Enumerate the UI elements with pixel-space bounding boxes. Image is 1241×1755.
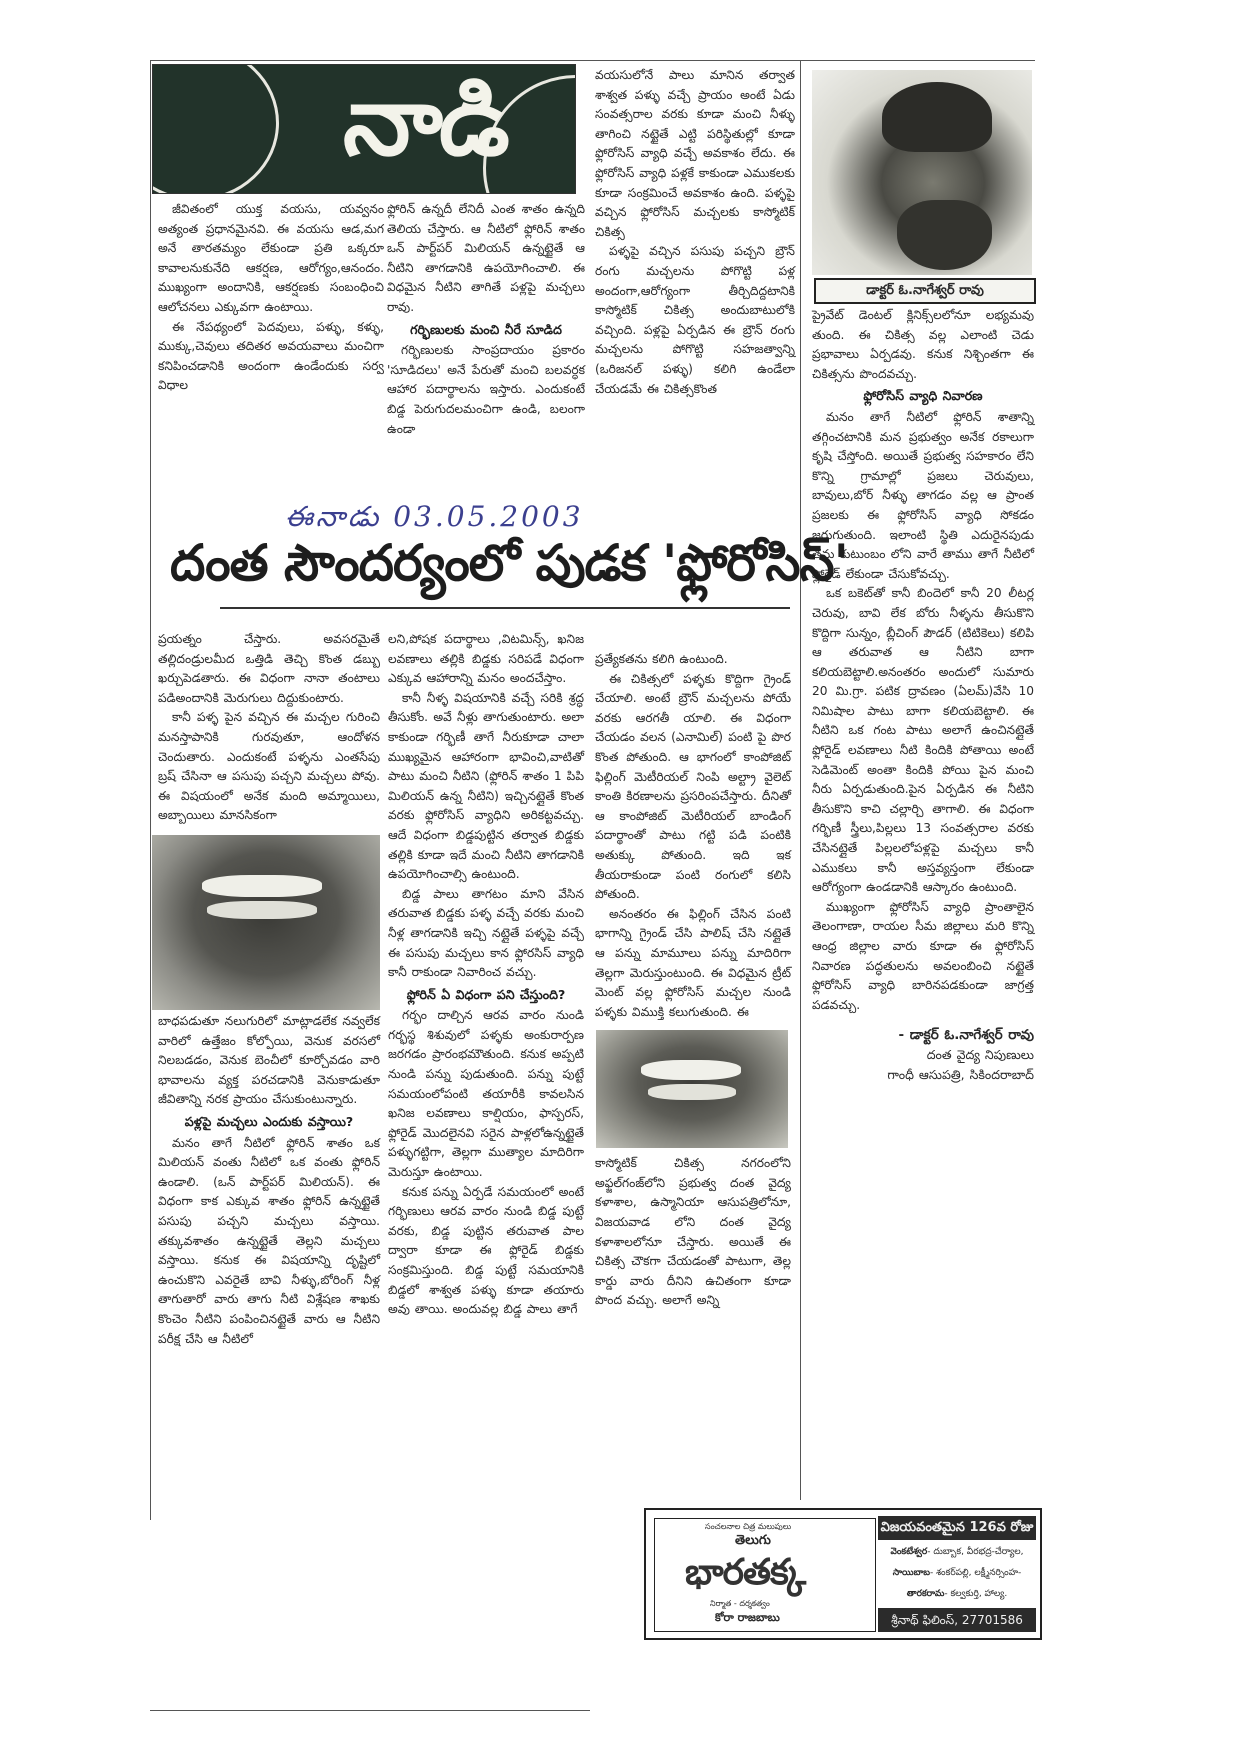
subheading: పళ్లపై మచ్చలు ఎందుకు వస్తాయి?	[184, 1113, 354, 1129]
paragraph: ఒక బకెట్‌తో కానీ బిందెలో కానీ 20 లీటర్ల చెరువు, బావి లేక బోరు నీళ్ళను తీసుకొని కొద్దిగా సున్నం, బ్లీచింగ్ పౌడర్ (టిటికెలు) కలిపి ఆ తరువాత ఆ నీటిని బాగా కలియబెట్టాలి.అనంతరం అందులో సుమారు 20 మి.గ్రా. పటిక ద్రావణం (ఏలమ్)వేసి 10 నిమిషాల పాటు బాగా కలియబెట్టాలి. ఈ నీటిని ఒక గంట పాటు అలాగే ఉంచినట్లైతే ఫ్లోరైడ్ లవణాలు నీటి కిందికి పోతాయి అంటే సెడిమెంట్ అంతా కిందికి పోయి పైన మంచి నీరు ఏర్పడుతుంది.పైన ఏర్పడిన ఈ నీటిని తీసుకొని కాచి చల్లార్చి తాగాలి. ఈ విధంగా గర్భిణీ స్త్రీలు,పిల్లలు 13 సంవత్సరాల వరకు చేసినట్లైతే పిల్లలలోపళ్లపై మచ్చలు కానీ ఎముకలు కానీ అస్తవ్యస్తంగా లేకుండా ఆరోగ్యంగా ఉండడానికి ఆస్కారం ఉంటుంది.	[812, 586, 1034, 895]
paragraph: ప్రైవేట్ డెంటల్ క్లినిక్స్‌లలోనూ లభ్యమవు తుంది. ఈ చికిత్స వల్ల ఎలాంటి చెడు ప్రభావాలు ఏర్పడవు. కనుక నిశ్చింతగా ఈ చికిత్సను పొందవచ్చు.	[812, 308, 1034, 381]
paragraph: ఈ చికిత్సలో పళ్ళకు కొద్దిగా గ్రైండ్ చేయాలి. అంటే బ్రౌన్ మచ్చలను పోయే వరకు ఆరగతీ యాలి. ఈ విధంగా చేయడం వలన (ఎనామిల్) పంటి పై పొర కొంత పోతుంది. ఆ భాగంలో కాంపోజిట్ ఫిల్లింగ్ మెటీరియల్ నింపి అల్ట్రా వైలెట్ కాంతి కిరణాలను ప్రసరింపచేస్తారు. దీనితో ఆ కాంపోజిట్ మెటీరియల్ బాండింగ్ పదార్థాంతో పాటు గట్టి పడి పంటికి అతుక్కు పోతుంది. ఇది ఇక తీయరాకుండా పంటి రంగులో కలిసి పోతుంది.	[595, 671, 791, 902]
paragraph: గర్భం దాల్చిన ఆరవ వారం నుండి గర్భస్థ శిశువులో పళ్ళకు అంకురార్పణ జరగడం ప్రారంభమౌతుంది. కనుక అప్పటి నుండి పన్ను పుడుతుంది. పన్ను పుట్టే సమయంలోపంటి తయారీకి కావలసిన ఖనిజ లవణాలు కాల్షియం, ఫాస్పరస్, ఫ్లోరైడ్ మొదలైనవి సరైన పాళ్లలోఉన్నట్టైతే పళ్ళుగట్టిగా, తెల్లగా ముత్యాల మాదిరిగా మెరుస్తూ ఉంటాయి.	[388, 1008, 584, 1180]
author-beard	[897, 200, 992, 270]
paragraph: జీవితంలో యుక్త వయసు, యవ్వనం అత్యంత ప్రధానమైనవి. ఈ వయసు ఆడ,మగ అనే తారతమ్యం లేకుండా ప్రతి ఒక్కరూ కావాలనుకునేది ఆకర్షణ, ఆరోగ్యం,ఆనందం. ముఖ్యంగా అందానికి, ఆకర్షణకు సంబంధించి ఆలోచనలు ఎక్కువగా ఉంటాయి.	[158, 202, 384, 314]
theatre-name: తారకరామ	[906, 1589, 945, 1599]
theatre-place: శంకర్‌పల్లి, లక్ష్మీనర్సింహ-	[936, 1568, 1022, 1578]
paragraph: కానీ పళ్ళ పైన వచ్చిన ఈ మచ్చల గురించి మనస్తాపానికి గురవుతూ, ఆందోళన చెందుతారు. ఎందుకంటే పళ్ళను ఎంతసేపు బ్రష్ చేసినా ఆ పసుపు పచ్చని మచ్చలు పోవు. ఈ విషయంలో అనేక మంది అమ్మాయిలు, అబ్బాయిలు మానసికంగా	[158, 710, 380, 823]
ad-movie-title: భారతక్క	[685, 1552, 806, 1593]
article-column-right	[812, 306, 1034, 1085]
ad-pre-title: తెలుగు	[735, 1533, 771, 1548]
author-hair	[882, 82, 992, 152]
teeth-row-upper	[202, 875, 322, 897]
article-headline: దంత సౌందర్యంలో పుడక 'ఫ్లోరోసిస్'	[170, 534, 848, 592]
paragraph: ప్రత్యేకతను కలిగి ఉంటుంది.	[595, 652, 728, 666]
article-column-top-2	[387, 200, 585, 439]
teeth-row-upper	[641, 1060, 741, 1080]
author-photo	[812, 70, 1032, 275]
article-column-top-1	[158, 200, 384, 396]
paragraph: మనం తాగే నీటిలో ఫ్లోరిన్ శాతం ఒక మిలియన్ వంతు నీటిలో ఒక వంతు ఫ్లోరిన్ ఉండాలి. (ఒన్ పార్ట్‌పర్ మిలియన్). ఈ విధంగా కాక ఎక్కువ శాతం ఫ్లోరిన్ ఉన్నట్టైతే పసుపు పచ్చని మచ్చలు వస్తాయి. తక్కువశాతం ఉన్నట్టైతే తెల్లని మచ్చలు వస్తాయి. కనుక ఈ విషయాన్ని దృష్టిలో ఉంచుకొని ఎవరైతే బావి నీళ్ళు,బోరింగ్ నీళ్ల తాగుతారో వారు తాగు నీటి విశ్లేషణ శాఖకు కొంచెం నీటిని పంపించినట్టైతే వారు ఆ నీటిని పరీక్ష చేసి ఆ నీటిలో	[158, 1135, 380, 1346]
paragraph: ప్రయత్నం చేస్తారు. అవసరమైతే తల్లిదండ్రులమీద ఒత్తిడి తెచ్చి కొంత డబ్బు ఖర్చుపెడతారు. ఈ విధంగా నానా తంటాలు పడిఅందానికి మెరుగులు దిద్దుకుంటారు.	[158, 632, 380, 705]
theatre-place: దుబ్బాక, వీరభద్ర-చేర్యాల,	[933, 1547, 1024, 1557]
paragraph: కానీ నీళ్ళ విషయానికి వచ్చే సరికి శ్రద్ధ తీసుకోం. అవే నీళ్లు తాగుతుంటారు. అలా కాకుండా గర్భిణీ తాగే నీరుకూడా చాలా ముఖ్యమైన ఆహారంగా భావించి,వాటితో పాటు మంచి నీటిని (ఫ్లోరిన్ శాతం 1 పిపి మిలియన్ ఉన్న నీటిని) ఇచ్చినట్లైతే కొంత వరకు ఫ్లోరోసిస్ వ్యాధిని అరికట్టవచ్చు. ఆదే విధంగా బిడ్డపుట్టిన తర్వాత బిడ్డకు తల్లికి కూడా ఇదే మంచి నీటిని తాగడానికి ఉపయోగించాల్సి ఉంటుంది.	[388, 690, 584, 882]
ad-producer: కోరా రాజబాబు	[715, 1611, 780, 1624]
paragraph: ఈ నేపథ్యంలో పెదవులు, పళ్ళు, కళ్ళు, ముక్కు,చెవులు తదితర అవయవాలు మంచిగా కనిపించడానికి అందంగా ఉండేందుకు సర్వ విధాల	[158, 319, 384, 393]
movie-advertisement	[644, 1508, 1042, 1640]
paragraph: మనం తాగే నీటిలో ఫ్లోరిన్ శాతాన్ని తగ్గించటానికి మన ప్రభుత్వం అనేక రకాలుగా కృషి చేస్తోంది. అయితే ప్రభుత్వ సహకారం లేని కొన్ని గ్రామాల్లో ప్రజలు చెరువులు, బావులు,బోర్ నీళ్ళు తాగడం వల్ల ఆ ప్రాంత ప్రజలకు ఈ ఫ్లోరోసిస్ వ్యాధి సోకడం జరుగుతుంది. ఇలాంటి స్థితి ఎదురైనపుడు తమ కుటుంబం లోని వారే తాము తాగే నీటిలో ఫ్లోరైడ్ లేకుండా చేసుకోవచ్చు.	[812, 409, 1034, 581]
byline-place: గాంధీ ఆసుపత్రి, సికిందరాబాద్	[887, 1067, 1034, 1083]
ad-theatre: తారకరామ- కల్వకుర్తి, హాల్య.	[906, 1589, 1008, 1599]
author-photo-caption: డాక్టర్ ఓ.నాగేశ్వర్ రావు	[814, 278, 1036, 304]
byline-name: - డాక్టర్ ఓ.నాగేశ్వర్ రావు	[898, 1027, 1034, 1044]
ad-theatre-list	[878, 1542, 1036, 1605]
theatre-place: కల్వకుర్తి, హాల్య.	[950, 1589, 1008, 1599]
paragraph: కనుక పన్ను ఏర్పడే సమయంలో అంటే గర్భిణులు ఆరవ వారం నుండి బిడ్డ పుట్టే వరకు, బిడ్డ పుట్టిన తరువాత పాల ద్వారా కూడా ఈ ఫ్లోరైడ్ బిడ్డకు సంక్రమిస్తుంది. బిడ్డ పుట్టే సమయానికి బిడ్డలో శాశ్వత పళ్ళు కూడా తయారు అవు తాయి. అందువల్ల బిడ్డ పాలు తాగే	[388, 1184, 584, 1317]
article-column-bottom-1b	[158, 1012, 380, 1349]
column-divider	[800, 60, 801, 1500]
byline-role: దంత వైద్య నిపుణులు	[926, 1047, 1034, 1063]
author-byline	[812, 1025, 1034, 1085]
article-column-top-3	[595, 66, 795, 399]
paragraph: బిడ్డ పాలు తాగటం మాని వేసిన తరువాత బిడ్డకు పళ్ళ వచ్చే వరకు మంచి నీళ్ల తాగడానికి ఇచ్చి నట్లైతే పళ్ళపై వచ్చే ఈ పసుపు మచ్చలు కాన ఫ్లోరసిస్ వ్యాధి కానీ రాకుండా నివారించ వచ్చు.	[388, 886, 584, 980]
paragraph: ముఖ్యంగా ఫ్లోరోసిస్ వ్యాధి ప్రాంతాలైన తెలంగాణా, రాయల సీమ జిల్లాలు మరి కొన్ని ఆంధ్ర జిల్లాల వారు కూడా ఈ ఫ్లోరోసిస్ నివారణ పద్ధతులను అవలంబించి నట్టైతే ఫ్లోరోసిస్ వ్యాధి బారినపడకుండా జాగ్రత్త పడవచ్చు.	[812, 899, 1034, 1012]
article-column-bottom-2	[388, 630, 584, 1320]
ad-footer: శ్రీనాథ్ ఫిలింస్, 27701586	[878, 1608, 1036, 1632]
banner-title: నాడి	[343, 65, 506, 177]
frame-left-rule	[150, 60, 151, 1520]
headline-underline	[220, 607, 790, 609]
paragraph: గర్భిణులకు సాంప్రదాయం ప్రకారం 'సూడిదలు' అనే పేరుతో మంచి బలవర్ధక ఆహార పదార్థాలను ఇస్తారు. ఎందుకంటే బిడ్డ పెరుగుదలమంచిగా ఉండి, బలంగా ఉండా	[387, 343, 585, 436]
paragraph: ఫ్లోరిన్ ఉన్నదీ లేనిదీ ఎంత శాతం ఉన్నది తెలియ చేస్తారు. ఆ నీటిలో ఫ్లోరిన్ శాతం ఒన్ పార్ట్‌పర్ మిలియన్ ఉన్నట్టైతే ఆ నీటిని తాగడానికి ఉపయోగించాలి. ఈ విధమైన నీటిని తాగితే పళ్లపై మచ్చలు రావు.	[387, 202, 585, 314]
ad-poster	[654, 1518, 876, 1632]
ad-theatre: వెంకటేశ్వర- దుబ్బాక, వీరభద్ర-చేర్యాల,	[890, 1547, 1024, 1557]
banner-decoration	[152, 64, 279, 194]
ad-run-banner: విజయవంతమైన 126వ రోజు	[878, 1516, 1036, 1540]
paragraph: పళ్ళపై వచ్చిన పసుపు పచ్చని బ్రౌన్ రంగు మచ్చలను పోగొట్టి పళ్ల అందంగా,ఆరోగ్యంగా తీర్చిదిద్దటానికి కాస్మోటిక్ చికిత్స అందుబాటులోకి వచ్చింది. పళ్లపై ఏర్పడిన ఈ బ్రౌన్ రంగు మచ్చలను పోగొట్టి సహజత్వాన్ని (ఒరిజనల్ పళ్ళు) కలిగి ఉండేలా చేయడమే ఈ చికిత్సకొంత	[595, 244, 795, 396]
teeth-row-lower	[648, 1084, 736, 1100]
theatre-name: వెంకటేశ్వర	[890, 1547, 928, 1557]
paragraph: బాధపడుతూ నలుగురిలో మాట్లాడలేక నవ్వలేక వారిలో ఉత్తేజం కోల్పోయి, వెనుక వరసలో నిలబడడం, వెనుక బెంచీలో కూర్చోవడం వారి భావాలను వ్యక్త పరచడానికి వెనుకాడుతూ జీవితాన్ని నరక ప్రాయం చేసుకుంటున్నారు.	[158, 1014, 380, 1107]
paragraph: కాస్మోటిక్ చికిత్స నగరంలోని అఫ్జల్‌గంజ్‌లోని ప్రభుత్వ దంత వైద్య కళాశాల, ఉస్మానియా ఆసుపత్రిలోనూ, విజయవాడ లోని దంత వైద్య కళాశాలలోనూ చేస్తారు. అయితే ఈ చికిత్స చౌకగా చేయడంతో పాటుగా, తెల్ల కార్డు వారు దీనిని ఉచితంగా కూడా పొంద వచ్చు. అలాగే అన్ని	[595, 1156, 791, 1308]
ad-tagline: సంచలనాల చిత్ర మలుపులు	[705, 1522, 792, 1531]
subheading: ఫ్లోరిన్ ఏ విధంగా పని చేస్తుంది?	[406, 986, 566, 1002]
article-column-bottom-1	[158, 630, 380, 826]
ad-theatre: సాయిబాబ- శంకర్‌పల్లి, లక్ష్మీనర్సింహ-	[892, 1568, 1022, 1578]
article-column-bottom-3	[595, 650, 791, 1311]
paragraph: వయసులోనే పాలు మానిన తర్వాత శాశ్వత పళ్ళు వచ్చే ప్రాయం అంటే ఏడు సంవత్సరాల వరకు కూడా మంచి నీళ్ళు తాగించి నట్టైతే ఎట్టి పరిస్థితుల్లో కూడా ఫ్లోరోసిస్ వ్యాధి వచ్చే అవకాశం లేదు. ఈ ఫ్లోరోసిస్ వ్యాధి పళ్లకే కాకుండా ఎముకలకు కూడా సంక్రమించే అవకాశం ఉంది. పళ్ళపై వచ్చిన ఫ్లోరోసిస్ మచ్చలకు కాస్మోటిక్ చికిత్స	[595, 68, 795, 239]
theatre-name: సాయిబాబ	[892, 1568, 930, 1578]
paragraph: అనంతరం ఈ ఫిల్లింగ్ చేసిన పంటి భాగాన్ని గ్రైండ్ చేసి పాలిష్ చేసి నట్లైతే ఆ పన్ను మామూలు పన్ను మాదిరిగా తెల్లగా మెరుస్తుంటుంది. ఈ విధమైన ట్రీట్ మెంట్ వల్ల ఫ్లోరోసిస్ మచ్చల నుండి పళ్ళకు విముక్తి కలుగుతుంది. ఈ	[595, 906, 791, 1019]
ad-credits: నిర్మాత - దర్శకత్వం	[710, 1599, 770, 1608]
teeth-photo-1	[152, 835, 380, 1010]
handwritten-date-note: ఈనాడు 03.05.2003	[285, 500, 584, 533]
subheading: ఫ్లోరోసిస్ వ్యాధి నివారణ	[863, 388, 983, 404]
teeth-photo-2	[596, 1030, 788, 1148]
paragraph: లని,పోషక పదార్థాలు ,విటమిన్స్, ఖనిజ లవణాలు తల్లికి బిడ్డకు సరిపడే విధంగా ఎక్కువ ఆహారాన్ని మనం అందచేస్తాం.	[388, 632, 584, 686]
section-banner	[152, 64, 576, 194]
frame-top-rule	[150, 60, 1035, 61]
bottom-rule	[150, 1710, 590, 1711]
subheading: గర్భిణులకు మంచి నీరే సూడిద	[410, 321, 562, 337]
teeth-row-lower	[207, 901, 317, 919]
